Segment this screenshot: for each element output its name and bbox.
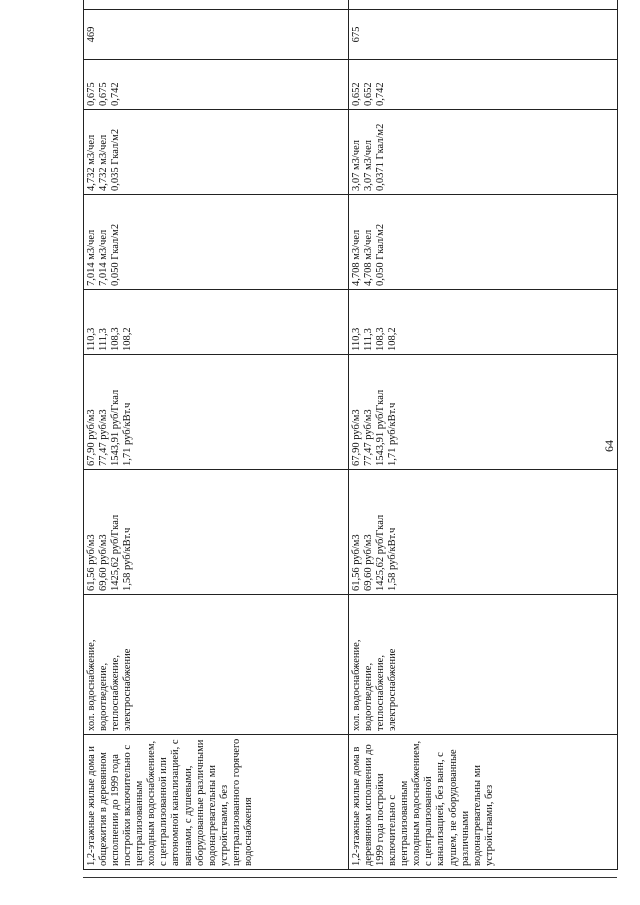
bottom-divider: [83, 877, 617, 878]
page-number: 64: [602, 440, 616, 452]
services-cell: хол. водоснабжение, водоотведение, теплоснабжение, электроснабжение: [84, 595, 349, 735]
table-row: [349, 0, 618, 870]
tariff2-cell: 67,90 руб/м3 77,47 руб/м3 1543,91 руб/Гкал 1,71 руб/кВт.ч: [349, 355, 618, 470]
tariff1-cell: 61,56 руб/м3 69,60 руб/м3 1425,62 руб/Гкал 1,58 руб/кВт.ч: [84, 470, 349, 595]
services-cell: хол. водоснабжение, водоотведение, теплоснабжение, электроснабжение: [349, 595, 618, 735]
description-cell: 1,2-этажные жилые дома и общежития в деревянном исполнении до 1999 года постройки включительно с централизованным холодным водоснабжением, с централизованной или автономной канализацией, с ваннами, с душевыми, оборудованные различными водонагревательны ми устройствами, без централизованного горячего водоснабжения: [84, 735, 349, 870]
tariff2-cell: 67,90 руб/м3 77,47 руб/м3 1543,91 руб/Гкал 1,71 руб/кВт.ч: [84, 355, 349, 470]
tariff-table: [83, 0, 618, 870]
value2-cell: [349, 0, 618, 10]
value1-cell: 469: [84, 10, 349, 60]
index-cell: 110,3 111,3 108,3 108,2: [84, 290, 349, 355]
coef-cell: 0,652 0,652 0,742: [349, 60, 618, 110]
tariff1-cell: 61,56 руб/м3 69,60 руб/м3 1425,62 руб/Гкал 1,58 руб/кВт.ч: [349, 470, 618, 595]
table-row: [84, 0, 349, 870]
norm1-cell: 7,014 м3/чел 7,014 м3/чел 0,050 Гкал/м2: [84, 195, 349, 290]
coef-cell: 0,675 0,675 0,742: [84, 60, 349, 110]
norm2-cell: 4,732 м3/чел 4,732 м3/чел 0,035 Гкал/м2: [84, 110, 349, 195]
norm1-cell: 4,708 м3/чел 4,708 м3/чел 0,050 Гкал/м2: [349, 195, 618, 290]
norm2-cell: 3,07 м3/чел 3,07 м3/чел 0,0371 Гкал/м2: [349, 110, 618, 195]
value1-cell: 675: [349, 10, 618, 60]
rotated-table-container: [83, 10, 617, 870]
index-cell: 110,3 111,3 108,3 108,2: [349, 290, 618, 355]
description-cell: 1,2-этажные жилые дома в деревянном исполнении до 1999 года постройки включительно с централизованным холодным водоснабжением, с централизованной канализацией, без ванн, с душем, не оборудованные различными водонагревательны ми устройствами, без: [349, 735, 618, 870]
value2-cell: [84, 0, 349, 10]
